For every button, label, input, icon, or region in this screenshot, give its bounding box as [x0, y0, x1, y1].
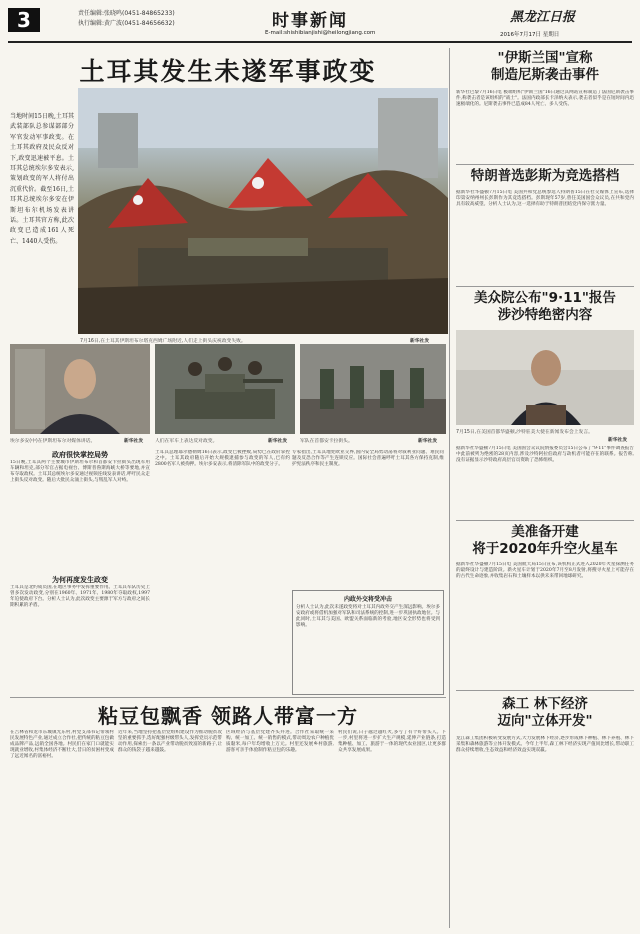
lead-photo-caption: 7月16日,在土耳其伊斯坦布尔塔克西姆广场附近,人们走上街头庆祝政变失败。: [80, 339, 246, 344]
page-header: [0, 0, 640, 42]
right-story-2-title: 特朗普选彭斯为竞选搭档: [470, 168, 620, 184]
section-rule: [10, 697, 446, 698]
second-col-4: 村民们说,日子越过越红火,多亏了有个好带头人。下一步,村里将进一步扩大生产规模,延伸产业链条,打造集种植、加工、旅游于一体的现代农业园区,让更多群众共享发展成果。: [338, 730, 446, 754]
section-title: 时事新闻: [272, 11, 348, 31]
crowd-photo-illustration: [78, 88, 448, 334]
right-rule-3: [456, 520, 634, 521]
side-box-text: 分析人士认为,此次未遂政变将对土耳其内政外交产生深远影响。埃尔多安政府或将借机加强对军队和司法系统的控制,进一步巩固执政地位。与此同时,土耳其与美国、欧盟关系面临新的考验,地区安全形势也将受到影响。: [296, 605, 440, 629]
second-col-2: 近年来,当地坚持把基层党组织建设作为推动脱贫攻坚的重要抓手,选好配强村级带头人,发挥党员示范带动作用,探索出一条以产业带动脱贫致富的新路子,让群众的钱袋子越来越鼓。: [118, 730, 222, 754]
lead-body-col-1: 15日晚,土耳其两个主要城市伊斯坦布尔和首都安卡拉街头出现军用车辆和坦克,部分军官占据电视台、博斯普鲁斯海峡大桥等要地,并宣布夺取政权。土耳其总统埃尔多安通过视频连线发表讲话,呼吁民众走上街头反对政变。随后大批民众涌上街头,与叛乱军人对峙。: [10, 460, 150, 484]
right-story-3-title: 美众院公布"9·11"报告 涉沙特绝密内容: [474, 290, 616, 323]
small-photo-credit-2: 新华社发: [268, 439, 288, 444]
right-story-3-caption: 7月15日,在美国首都华盛顿,沙特驻美大使在新闻发布会上发言。: [456, 430, 593, 435]
right-story-3-photo: [456, 330, 634, 425]
column-divider: [449, 48, 450, 928]
right-rule-1: [456, 164, 634, 165]
small-photo-credit-1: 新华社发: [124, 439, 144, 444]
right-rule-2: [456, 286, 634, 287]
right-story-1-body: 新华社巴黎7月16日电 极端组织"伊斯兰国"16日通过其网站宣称制造了法国尼斯袭击事件,称袭击者是该组织的"战士"。法国内政部长卡泽纳夫表示,袭击者似乎是在短时间内迅速极端化的。尼斯袭击事件已造成84人死亡、多人受伤。: [456, 90, 634, 108]
small-photo-caption-2: 人们在军车上表达反对政变。: [155, 439, 218, 444]
lead-body-col-1b: 土耳其是北约成员国,在地区事务中发挥重要作用。土耳其军队历史上曾多次发动政变,分别在1960年、1971年、1980年夺取政权,1997年迫使政府下台。分析人士认为,此次政变主要源于军方与政府之间长期积累的矛盾。: [10, 585, 150, 609]
issue-date: 2016年7月17日 星期日: [500, 32, 560, 38]
photo-soldiers: [300, 344, 446, 434]
lead-summary: 当地时间15日晚,土耳其武装部队总参谋部部分军官发动军事政变。在土耳其政府及民众反对下,政变迅速被平息。土耳其总统埃尔多安表示,策划政变的军人将付出沉重代价。截至16日,土耳其总统埃尔多安在伊斯坦布尔机场发表讲话。土耳其官方称,此次政变已造成161人死亡、1440人受伤。: [10, 113, 74, 245]
right-rule-4: [456, 690, 634, 691]
small-photo-credit-3: 新华社发: [418, 439, 438, 444]
photo-erdogan: [10, 344, 150, 434]
right-story-5-title: 森工 林下经济 迈向"立体开发": [497, 696, 593, 729]
editor-line: 责任编辑:张晓鸣(0451-84865233): [78, 10, 175, 17]
subhead-control: 政府很快掌控局势: [52, 451, 108, 459]
soldiers-photo-illustration: [300, 344, 446, 434]
lead-headline: 土耳其发生未遂军事政变: [79, 57, 377, 86]
tank-photo-illustration: [155, 344, 295, 434]
lead-photo-credit: 新华社发: [410, 339, 430, 344]
right-story-3-body: 据新华社华盛顿7月15日电 美国国会众议院情报委员会15日公布了"9·11"事件调查报告中此前被列为绝密的28页内容,涉及沙特阿拉伯政府与劫机者可能存在的联系。报告称,没有证据显示沙特政府高层官员资助了恐怖组织。: [456, 446, 634, 464]
second-col-3: 区域经济与基层党建齐头并进。合作社采取统一采购、统一加工、统一销售的模式,带动周边农户种植优质黏米,每户年均增收上万元。村里还发展乡村旅游,游客可亲手体验制作粘豆包的乐趣。: [226, 730, 334, 754]
side-box-title: 内政外交将受冲击: [343, 596, 392, 603]
header-rule: [8, 41, 632, 43]
lead-body-col-3: 专家指出,土耳其地处欧亚交界,国内安全局势动荡将对叙利亚问题、难民问题及反恐合作等产生连锁反应。国际社会普遍呼吁土耳其各方保持克制,维护宪法秩序和民主制度。: [292, 450, 444, 468]
subhead-why: 为何再度发生政变: [52, 576, 108, 584]
section-email: E-mail:shishibianjishi@heilongjiang.com: [265, 30, 376, 36]
newspaper-masthead: 黑龙江日报: [510, 10, 576, 25]
designer-line: 执行编辑:黄广波(0451-84656632): [78, 20, 175, 27]
right-story-5-body: 龙江森工集团积极转变发展方式,大力发展林下经济,逐步形成林下种植、林下养殖、林下采集和森林旅游等立体开发模式。今年上半年,森工林下经济实现产值同比增长,带动职工群众持续增收,生态效益和经济效益实现双赢。: [456, 736, 634, 754]
right-story-2-body: 据新华社华盛顿7月15日电 美国共和党总统参选人特朗普15日在社交媒体上宣布,选择印第安纳州州长彭斯作为其竞选搭档。彭斯现年57岁,曾任美国国会众议员,在共和党内具有较高威望。分析人士认为,这一选择有助于特朗普团结党内保守派力量。: [456, 190, 634, 208]
right-story-1-title: "伊斯兰国"宣称 制造尼斯袭击事件: [491, 50, 599, 83]
right-story-4-body: 据新华社华盛顿7月15日电 美国航天局15日宣布,该机构正式进入2020年火星探测任务的最终设计与建造阶段。新火星车计划于2020年7月至8月发射,将搜寻火星上可能存在的古代生命迹象,并收集岩石和土壤样本以供未来带回地球研究。: [456, 562, 634, 580]
small-photo-caption-1: 埃尔多安(中)在伊斯坦布尔对媒体讲话。: [10, 439, 96, 444]
speaker-photo-illustration: [10, 344, 150, 434]
side-box: [292, 590, 444, 695]
photo-tank-crowd: [155, 344, 295, 434]
page-number: 3: [8, 8, 40, 32]
small-photo-caption-3: 军队在首都安卡拉街头。: [300, 439, 353, 444]
lead-photo: [78, 88, 448, 334]
press-conference-illustration: [456, 330, 634, 425]
right-story-4-title: 美准备开建 将于2020年升空火星车: [472, 524, 618, 557]
lead-body-col-2: 土耳其总理耶尔德勒姆16日表示,政变已被挫败,局势已在政府掌控之中。土耳其政府随后开始大规模逮捕参与政变的军人,已有约2800名军人被拘押。埃尔多安表示,将清除军队中的政变分子。: [155, 450, 290, 468]
second-headline: 粘豆包飘香 领路人带富一方: [98, 704, 358, 728]
second-col-1: 在吉林省和龙市东城镇光东村,村党支部书记带领村民发展特色产业,通过成立合作社,把传统的粘豆包做成品牌产品,远销全国各地。村民们在家门口就能实现就业增收,村集体经济不断壮大,昔日的贫困村变成了远近闻名的富裕村。: [10, 730, 114, 760]
right-story-3-credit: 新华社发: [608, 438, 628, 443]
editor-credits: [78, 9, 175, 29]
